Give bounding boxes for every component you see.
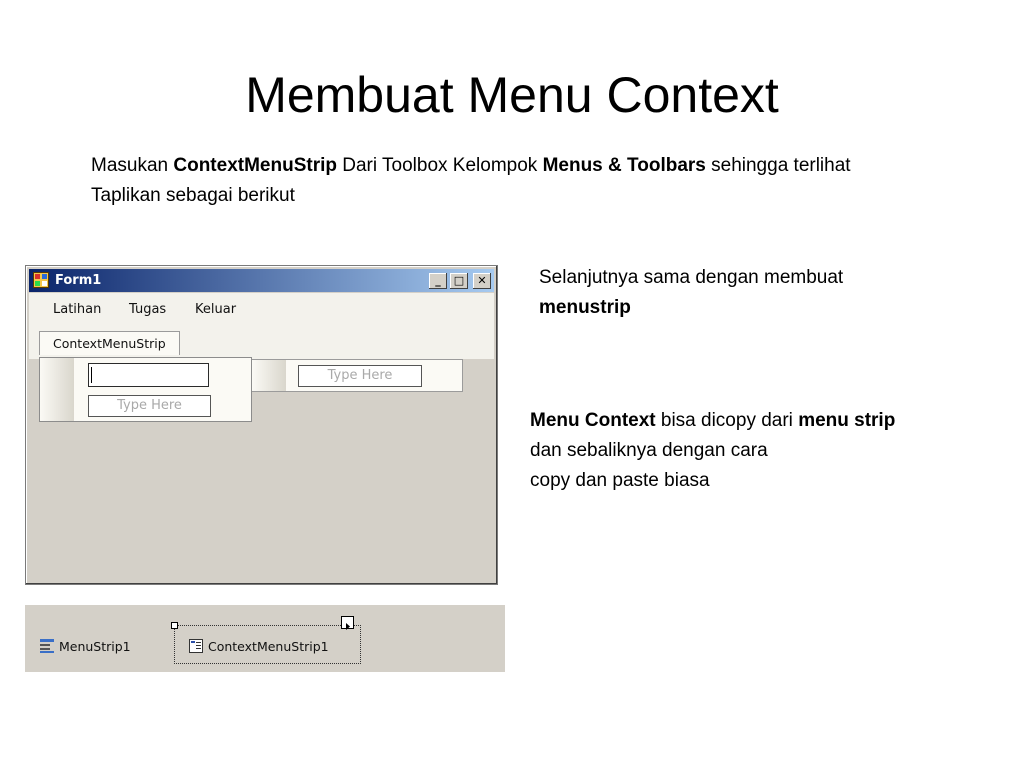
close-button[interactable]: ✕ [473,273,491,289]
note2-bold-menu-context: Menu Context [530,410,656,431]
intro-suffix: sehingga terlihat [705,155,851,176]
note2-line2: dan sebaliknya dengan cara [530,440,768,461]
minimize-button[interactable]: _ [429,273,447,289]
submenu-strip [252,359,463,392]
intro-line2: Taplikan sebagai berikut [91,185,295,206]
note1-bold: menustrip [539,297,631,318]
intro-bold-menus-toolbars: Menus & Toolbars [542,155,706,176]
note2-middle: bisa dicopy dari [655,410,799,431]
contextmenustrip-icon [188,638,204,654]
text-caret [91,367,92,383]
note2-bold-menu-strip: menu strip [798,410,896,431]
slide-title: Membuat Menu Context [245,67,779,123]
contextmenustrip1-label: ContextMenuStrip1 [207,639,329,654]
image-margin [40,358,74,421]
intro-bold-contextmenustrip: ContextMenuStrip [173,155,337,176]
menu-item-edit-field[interactable] [88,363,209,387]
context-menu-strip-tab[interactable]: ContextMenuStrip [39,331,180,355]
app-icon [33,272,49,288]
note1-line1: Selanjutnya sama dengan membuat [539,267,844,288]
type-here-field[interactable]: Type Here [88,395,211,417]
form1-window [25,265,498,585]
menustrip1-label: MenuStrip1 [58,639,131,654]
maximize-button[interactable]: □ [450,273,468,289]
selection-handle[interactable] [171,622,178,629]
menu-item-keluar[interactable]: Keluar [195,302,237,317]
component-tray [25,605,505,672]
smart-tag-arrow-icon[interactable] [341,616,354,629]
intro-prefix: Masukan [91,155,174,176]
submenu-margin [252,360,286,391]
intro-text [91,151,1021,211]
menu-item-latihan[interactable]: Latihan [53,302,102,317]
note-copy-paste [530,406,1000,496]
context-menu-dropdown [39,357,252,422]
submenu-type-here-field[interactable]: Type Here [298,365,422,387]
intro-middle: Dari Toolbox Kelompok [336,155,543,176]
menustrip-icon [39,638,55,654]
title-bar[interactable] [29,269,494,292]
note-menustrip [539,263,939,323]
note2-line3: copy dan paste biasa [530,470,710,491]
menustrip1-item[interactable] [39,638,131,654]
menu-item-tugas[interactable]: Tugas [129,302,167,317]
contextmenustrip1-item[interactable] [188,638,329,654]
window-title: Form1 [55,273,102,288]
